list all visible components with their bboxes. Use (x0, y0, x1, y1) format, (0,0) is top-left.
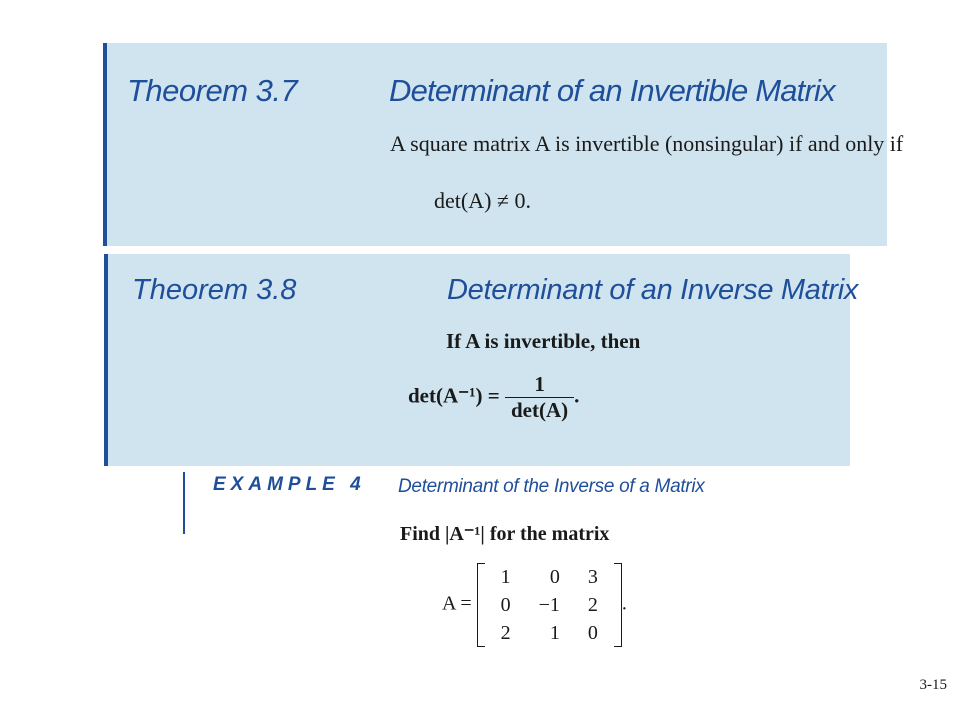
page-number: 3-15 (919, 677, 947, 693)
fraction-numerator: 1 (534, 372, 545, 396)
theorem-3-7-panel (103, 43, 904, 246)
accent-bar (183, 472, 185, 534)
example-4-block (180, 466, 740, 666)
matrix-period: . (621, 592, 627, 615)
theorem-title: Determinant of an Inverse Matrix (447, 274, 859, 306)
matrix-row (487, 563, 612, 591)
matrix (477, 563, 622, 647)
matrix-cell: 0 (500, 594, 511, 616)
matrix-lhs: A = (442, 592, 472, 615)
fraction (505, 372, 574, 423)
matrix-cell: −1 (538, 594, 560, 616)
theorem-label: Theorem 3.8 (132, 274, 297, 306)
theorem-statement: If A is invertible, then (446, 329, 641, 353)
theorem-statement: A square matrix A is invertible (nonsingular) if and only if (390, 131, 904, 156)
example-title: Determinant of the Inverse of a Matrix (398, 476, 705, 497)
fraction-denominator: det(A) (505, 397, 574, 423)
accent-bar (104, 254, 108, 466)
theorem-formula (408, 372, 579, 423)
matrix-cell: 0 (549, 566, 560, 588)
theorem-label: Theorem 3.7 (127, 73, 298, 108)
matrix-cell: 3 (587, 566, 598, 588)
matrix-row (487, 619, 612, 647)
theorem-title: Determinant of an Invertible Matrix (389, 73, 835, 108)
matrix-cell: 1 (549, 622, 560, 644)
matrix-row (487, 591, 612, 619)
matrix-cell: 2 (587, 594, 598, 616)
example-label: EXAMPLE 4 (213, 474, 366, 495)
theorem-formula: det(A) ≠ 0. (434, 188, 531, 213)
matrix-cell: 0 (587, 622, 598, 644)
formula-period: . (574, 383, 580, 408)
matrix-cell: 1 (500, 566, 511, 588)
matrix-cell: 2 (500, 622, 511, 644)
example-statement: Find |A⁻¹| for the matrix (400, 523, 610, 545)
matrix-equation (442, 563, 627, 647)
formula-lhs: det(A⁻¹) = (408, 383, 500, 408)
accent-bar (103, 43, 107, 246)
theorem-3-8-panel (104, 254, 859, 466)
